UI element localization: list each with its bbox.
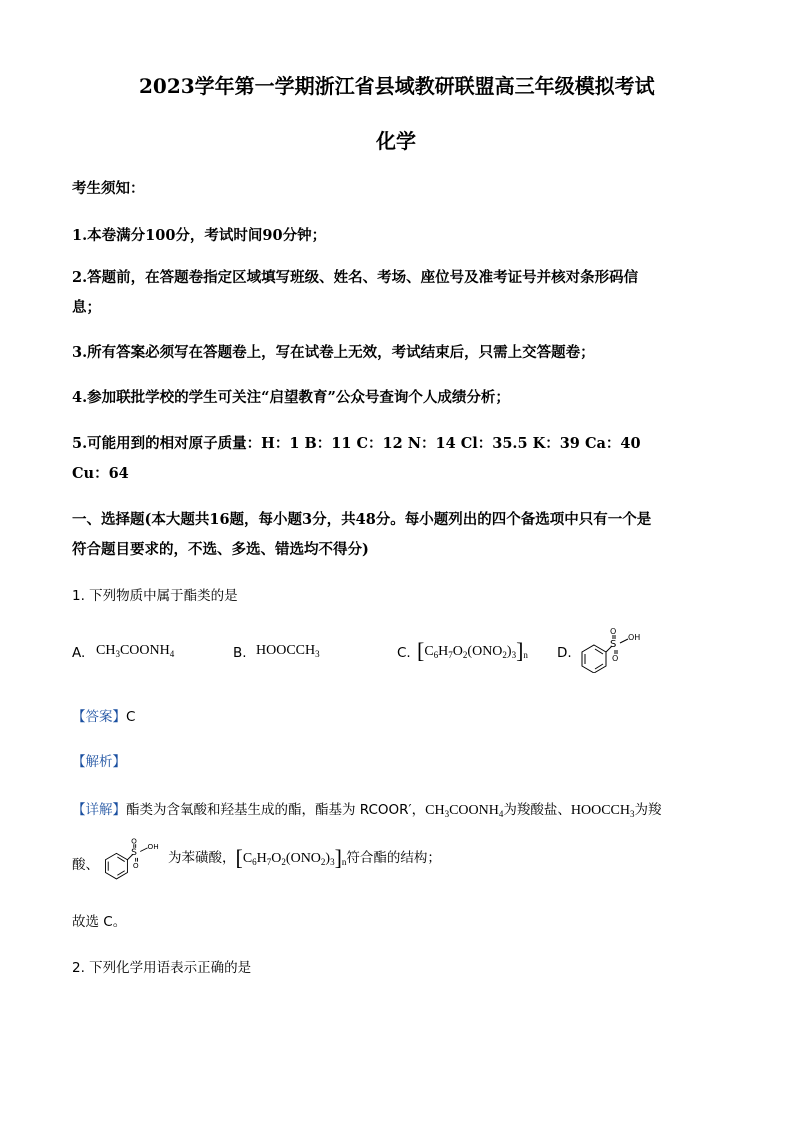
sulfur-label: S xyxy=(610,639,617,650)
option-c-label: C. xyxy=(397,645,411,661)
detail-line-1: 【详解】酯类为含氧酸和羟基生成的酯，酯基为 RCOOR′，$CH_3COONH_4$为羧酸盐、$HOOCCH_3$为羧 xyxy=(72,802,662,819)
answer-tag: 【答案】 xyxy=(72,709,126,725)
benzenesulfonic-acid-structure-detail xyxy=(100,833,164,881)
notice-heading: 考生须知： xyxy=(72,180,145,197)
notice-item-5: 5.可能用到的相对原子质量：H：1 B：11 C：12 N：14 Cl：35.5 K：39 Ca：40 xyxy=(72,435,641,452)
detail-formula-acetic-acid: $HOOCCH_3$ xyxy=(570,803,635,819)
benzenesulfonic-acid-structure xyxy=(576,625,646,673)
oxygen-label-bottom: O xyxy=(612,654,619,663)
question-1-stem: 1. 下列物质中属于酯类的是 xyxy=(72,588,238,604)
hydroxyl-label: OH xyxy=(628,633,641,642)
detail-formula-ammonium-acetate: $CH_3COONH_4$ xyxy=(425,803,504,819)
section-heading-line1: 一、选择题(本大题共16题，每小题3分，共48分。每小题列出的四个备选项中只有一个是 xyxy=(72,511,652,528)
option-c-formula: $[C_6H_7O_2(ONO_2)_3]_n$ xyxy=(417,638,528,663)
oxygen-label-top-detail: O xyxy=(131,836,137,846)
detail-tag: 【详解】 xyxy=(72,802,126,818)
analysis-tag: 【解析】 xyxy=(72,754,126,770)
detail-line-2-start: 酸、 xyxy=(72,857,99,873)
oxygen-label-bottom-detail: O xyxy=(132,860,139,870)
detail-line-2-rest: 为苯磺酸，$[C_6H_7O_2(ONO_2)_3]_n$符合酯的结构； xyxy=(168,845,441,870)
notice-item-1: 1.本卷满分100分，考试时间90分钟； xyxy=(72,227,327,244)
option-b-formula: $HOOCCH_3$ xyxy=(256,643,320,659)
option-d-label: D. xyxy=(557,645,572,661)
notice-item-4: 4.参加联批学校的学生可关注“启望教育”公众号查询个人成绩分析； xyxy=(72,389,510,406)
subject-title: 化学 xyxy=(376,129,416,153)
notice-item-3: 3.所有答案必须写在答题卷上，写在试卷上无效，考试结束后，只需上交答题卷； xyxy=(72,344,595,361)
section-heading-line2: 符合题目要求的，不选、多选、错选均不得分) xyxy=(72,541,369,558)
hydroxyl-label-detail: OH xyxy=(147,841,159,851)
notice-item-5-cont: Cu：64 xyxy=(72,465,129,482)
conclusion: 故选 C。 xyxy=(72,914,127,930)
option-a-formula: $CH_3COONH_4$ xyxy=(96,643,175,659)
oxygen-label-top: O xyxy=(610,627,617,636)
notice-item-2-cont: 息； xyxy=(72,299,101,316)
exam-title: 2023学年第一学期浙江省县域教研联盟高三年级模拟考试 xyxy=(139,74,655,98)
option-a-label: A. xyxy=(72,645,86,661)
answer-line xyxy=(72,705,135,725)
detail-formula-nitrocellulose: $[C_6H_7O_2(ONO_2)_3]_n$ xyxy=(235,845,347,870)
option-b-label: B. xyxy=(233,645,247,661)
question-2-stem: 2. 下列化学用语表示正确的是 xyxy=(72,960,252,976)
answer-value: C xyxy=(126,709,136,725)
sulfur-label-detail: S xyxy=(131,848,137,859)
notice-item-2: 2.答题前，在答题卷指定区域填写班级、姓名、考场、座位号及准考证号并核对条形码信 xyxy=(72,269,639,286)
